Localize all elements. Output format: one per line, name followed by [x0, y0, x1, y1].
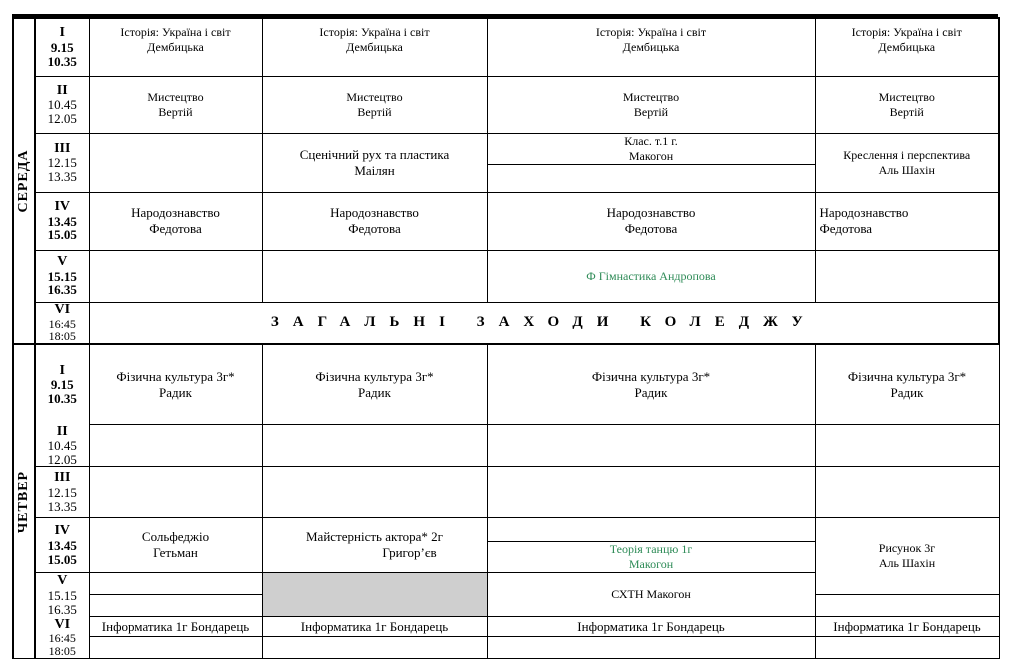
empty-cell: [815, 595, 999, 617]
lesson-cell: Історія: Україна і світ Дембицька: [815, 18, 999, 76]
period-cell: V 15.15 16.35: [35, 250, 89, 302]
lesson-cell: Інформатика 1г Бондарець: [89, 617, 262, 637]
lesson-cell: Креслення і перспектива Аль Шахін: [815, 133, 999, 192]
lesson-cell: Історія: Україна і світ Дембицька: [89, 18, 262, 76]
empty-cell: [815, 250, 999, 302]
wednesday-schedule: [12, 17, 1000, 345]
lesson-cell: СХТН Макогон: [487, 573, 815, 617]
lesson-cell: Фізична культура 3г* Радик: [262, 345, 487, 425]
period-cell: III 12.15 13.35: [35, 467, 89, 518]
lesson-cell: Інформатика 1г Бондарець: [262, 617, 487, 637]
empty-cell: [89, 595, 262, 617]
period-cell: I 9.15 10.35: [35, 345, 89, 425]
lesson-cell: Історія: Україна і світ Дембицька: [262, 18, 487, 76]
wed-day-cell: [13, 18, 35, 344]
wed-row-2: [13, 76, 999, 133]
lesson-cell: Народознавство Федотова: [487, 192, 815, 250]
lesson-cell: Теорія танцю 1г Макогон: [487, 542, 815, 573]
wed-row-4: [13, 192, 999, 250]
period-cell: V 15.15 16.35: [35, 573, 89, 617]
period-cell: IV 13.45 15.05: [35, 518, 89, 573]
period-cell: VI 16:45 18:05: [35, 302, 89, 344]
thu-row-6b: [13, 637, 999, 659]
empty-cell: [89, 250, 262, 302]
wed-row-5: [13, 250, 999, 302]
lesson-cell: Фізична культура 3г* Радик: [89, 345, 262, 425]
lesson-cell: Сценічний рух та пластика Маілян: [262, 133, 487, 192]
empty-cell: [262, 467, 487, 518]
thu-row-3: [13, 467, 999, 518]
empty-cell: [262, 637, 487, 659]
period-cell: IV 13.45 15.05: [35, 192, 89, 250]
empty-cell: [89, 133, 262, 192]
day-label: СЕРЕДА: [16, 149, 31, 213]
lesson-cell: Історія: Україна і світ Дембицька: [487, 18, 815, 76]
thu-row-1: [13, 345, 999, 425]
empty-cell: [89, 637, 262, 659]
empty-cell: [815, 425, 999, 467]
lesson-cell: Народознавство Федотова: [262, 192, 487, 250]
lesson-cell: Майстерність актора* 2г Григор’єв: [262, 518, 487, 573]
lesson-cell: Мистецтво Вертій: [89, 76, 262, 133]
empty-cell: [487, 164, 815, 192]
lesson-cell: Мистецтво Вертій: [487, 76, 815, 133]
empty-cell: [815, 467, 999, 518]
period-cell: VI 16:45 18:05: [35, 617, 89, 659]
empty-cell: [487, 518, 815, 542]
empty-cell: [487, 425, 815, 467]
lesson-cell: Народознавство Федотова: [815, 192, 999, 250]
lesson-cell: Клас. т.1 г. Макогон: [487, 133, 815, 164]
period-cell: I 9.15 10.35: [35, 18, 89, 76]
lesson-cell: Сольфеджіо Гетьман: [89, 518, 262, 573]
empty-cell: [89, 467, 262, 518]
empty-cell: [815, 637, 999, 659]
day-label: ЧЕТВЕР: [16, 470, 31, 533]
thu-row-2: [13, 425, 999, 467]
lesson-cell: Інформатика 1г Бондарець: [487, 617, 815, 637]
lesson-cell: Фізична культура 3г* Радик: [815, 345, 999, 425]
lesson-cell: Мистецтво Вертій: [815, 76, 999, 133]
lesson-cell: Народознавство Федотова: [89, 192, 262, 250]
empty-cell: [89, 573, 262, 595]
empty-cell: [262, 250, 487, 302]
gray-empty-cell: [262, 573, 487, 617]
thu-row-4a: [13, 518, 999, 542]
lesson-cell: Інформатика 1г Бондарець: [815, 617, 999, 637]
period-cell: II 10.45 12.05: [35, 425, 89, 467]
empty-cell: [89, 425, 262, 467]
wed-row-6: [13, 302, 999, 344]
thu-day-cell: [13, 345, 35, 659]
lesson-cell: Мистецтво Вертій: [262, 76, 487, 133]
empty-cell: [262, 425, 487, 467]
lesson-cell: Фізична культура 3г* Радик: [487, 345, 815, 425]
college-events-cell: ЗАГАЛЬНІ ЗАХОДИ КОЛЕДЖУ: [89, 302, 999, 344]
thursday-schedule: [12, 344, 1000, 659]
wed-row-3a: [13, 133, 999, 164]
wed-row-1: [13, 18, 999, 76]
lesson-cell: Ф Гімнастика Андропова: [487, 250, 815, 302]
lesson-cell: Рисунок 3г Аль Шахін: [815, 518, 999, 595]
empty-cell: [487, 637, 815, 659]
empty-cell: [487, 467, 815, 518]
thu-row-6a: [13, 617, 999, 637]
period-cell: II 10.45 12.05: [35, 76, 89, 133]
period-cell: III 12.15 13.35: [35, 133, 89, 192]
